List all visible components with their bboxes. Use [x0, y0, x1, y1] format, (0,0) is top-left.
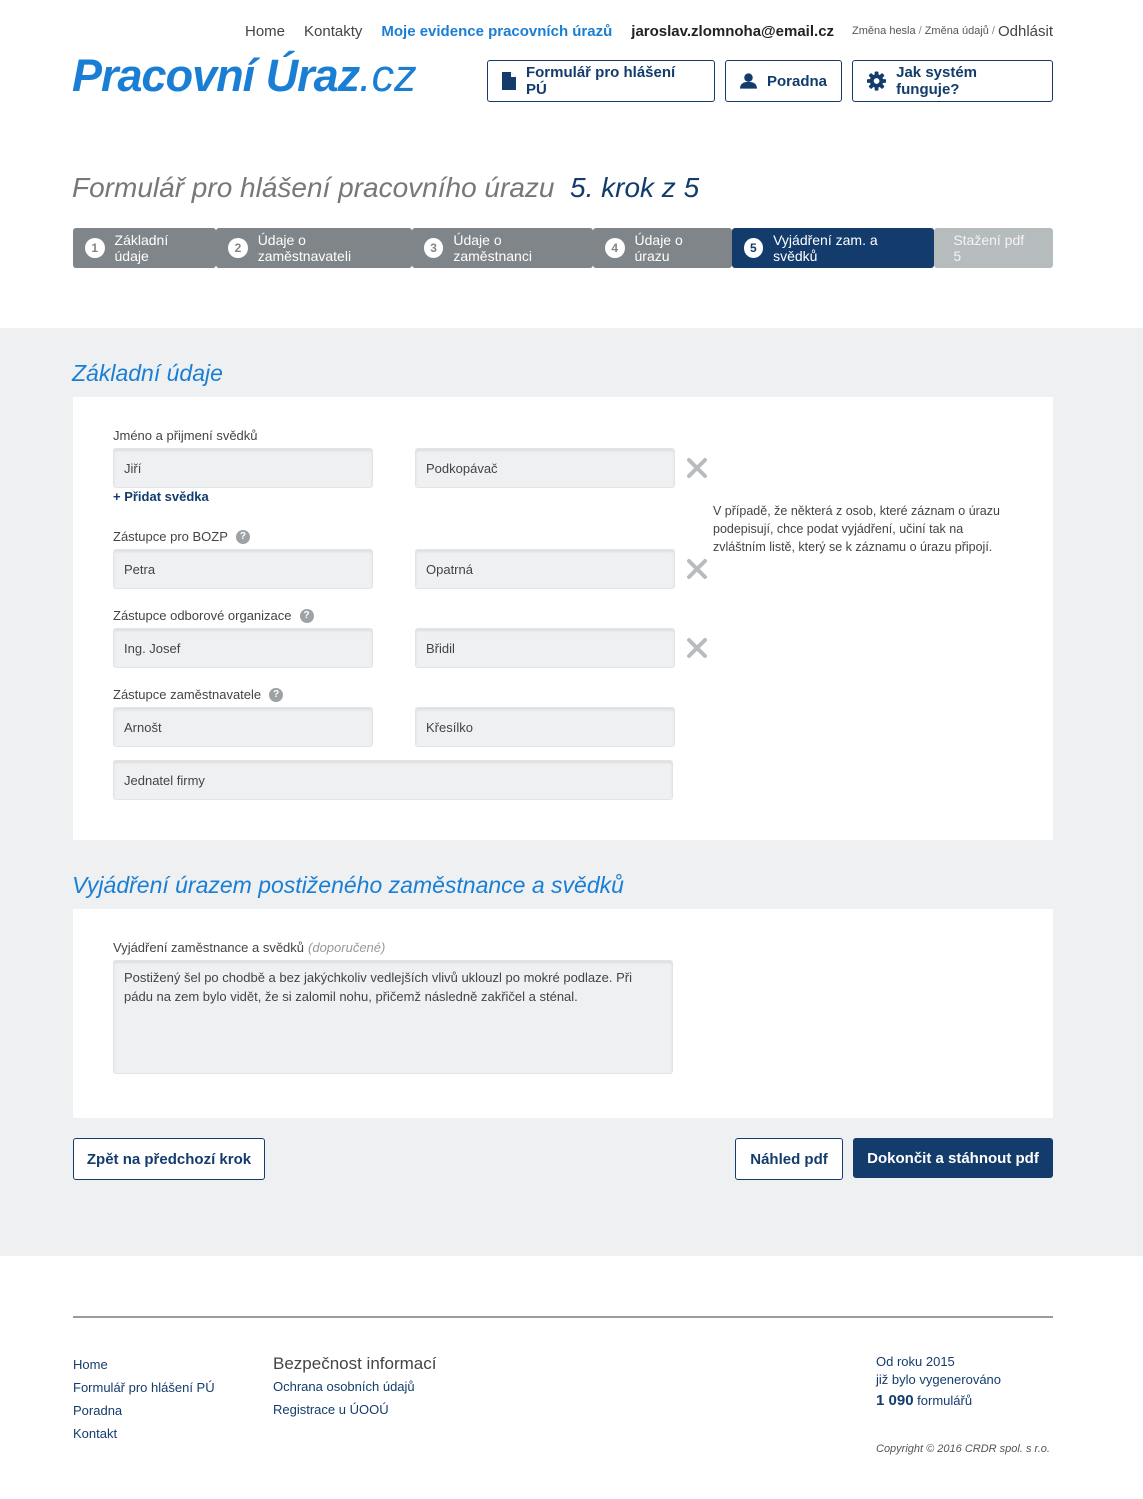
user-email: jaroslav.zlomnoha@email.cz — [631, 22, 835, 40]
footer-security-title: Bezpečnost informací — [273, 1354, 437, 1373]
page-title: Formulář pro hlášení pracovního úrazu — [72, 172, 555, 203]
basic-section-title: Základní údaje — [72, 360, 223, 386]
help-icon[interactable]: ? — [300, 609, 314, 623]
user-icon — [740, 72, 757, 90]
document-icon — [502, 72, 516, 90]
step-label: Údaje o úrazu — [634, 232, 683, 264]
stats-count-unit: formulářů — [917, 1393, 973, 1408]
footer-link-home[interactable]: Home — [73, 1357, 108, 1372]
step-3-tab[interactable] — [412, 228, 593, 268]
finish-download-button[interactable]: Dokončit a stáhnout pdf — [853, 1138, 1053, 1178]
footer-link-advice[interactable]: Poradna — [73, 1403, 123, 1418]
nav-home-link[interactable]: Home — [244, 22, 285, 40]
nav-separator: / — [918, 25, 922, 37]
step-label: Vyjádření zam. a svědků — [773, 232, 878, 264]
union-first-name-input[interactable]: Ing. Josef — [113, 628, 373, 668]
step-number: 1 — [85, 238, 105, 258]
statement-label — [113, 940, 385, 955]
step-navigation — [73, 228, 1053, 268]
employer-position-input[interactable]: Jednatel firmy — [113, 760, 673, 800]
step-number: 2 — [228, 238, 248, 258]
copyright: Copyright © 2016 CRDR spol. s r.o. — [876, 1443, 1050, 1455]
employer-label — [113, 687, 283, 702]
union-label-text: Zástupce odborové organizace — [113, 608, 292, 623]
report-form-label: Formulář pro hlášení PÚ — [525, 64, 676, 98]
bozp-label — [113, 529, 250, 544]
step-label: Základní údaje — [114, 232, 169, 264]
statement-section-title: Vyjádření úrazem postiženého zaměstnance a svědků — [72, 872, 624, 898]
footer-link-registration[interactable]: Registrace u ÚOOÚ — [273, 1402, 389, 1417]
advice-label: Poradna — [766, 72, 827, 90]
witness-label: Jméno a přijmení svědků — [113, 428, 258, 443]
remove-witness-icon[interactable] — [686, 457, 708, 479]
statement-textarea[interactable]: Postižený šel po chodbě a bez jakýchkoliv vedlejších vlivů uklouzl po mokré podlaze. Při pádu na zem bylo vidět, že si zalomil nohu, přičemž následně zakřičel a sténal. — [113, 960, 673, 1074]
help-icon[interactable]: ? — [269, 688, 283, 702]
change-password-link[interactable]: Změna hesla — [852, 25, 916, 37]
step-4-tab[interactable] — [593, 228, 732, 268]
union-last-name-input[interactable]: Břidil — [415, 628, 675, 668]
preview-pdf-button[interactable]: Náhled pdf — [735, 1138, 843, 1180]
stats-count-line — [876, 1392, 972, 1409]
gear-icon — [867, 71, 886, 91]
how-it-works-button[interactable] — [852, 60, 1053, 102]
witness-first-name-input[interactable]: Jiří — [113, 448, 373, 488]
step-label: Údaje o zaměstnavateli — [257, 232, 352, 264]
step-label: Údaje o zaměstnanci — [453, 232, 532, 264]
witness-last-name-input[interactable]: Podkopávač — [415, 448, 675, 488]
form-area — [0, 328, 1143, 1256]
basic-panel — [73, 397, 1053, 840]
bozp-last-name-input[interactable]: Opatrná — [415, 549, 675, 589]
statement-panel — [73, 909, 1053, 1118]
logo-main: Pracovní Úraz — [72, 50, 360, 101]
step-label: Stažení pdf 5 — [953, 232, 1025, 264]
union-label — [113, 608, 314, 623]
statement-label-hint: (doporučené) — [308, 940, 386, 955]
step-number: 5 — [744, 238, 764, 258]
remove-union-icon[interactable] — [686, 637, 708, 659]
nav-separator: / — [991, 25, 995, 37]
nav-records-link[interactable]: Moje evidence pracovních úrazů — [381, 22, 613, 40]
top-navigation — [226, 20, 1053, 42]
add-witness-link[interactable]: + Přidat svědka — [113, 489, 209, 504]
nav-contacts-link[interactable]: Kontakty — [304, 22, 363, 40]
logo-suffix: .cz — [359, 50, 417, 101]
change-details-link[interactable]: Změna údajů — [924, 25, 989, 37]
stats-generated: již bylo vygenerováno — [876, 1372, 1002, 1387]
logout-link[interactable]: Odhlásit — [997, 22, 1053, 40]
advice-button[interactable] — [725, 60, 842, 102]
site-logo[interactable] — [72, 50, 417, 102]
step-1-tab[interactable] — [73, 228, 216, 268]
back-button[interactable]: Zpět na předchozí krok — [73, 1138, 265, 1180]
footer-link-privacy[interactable]: Ochrana osobních údajů — [273, 1379, 415, 1394]
footer-divider — [73, 1316, 1053, 1318]
stats-count: 1 090 — [876, 1392, 914, 1409]
statement-label-text: Vyjádření zaměstnance a svědků — [113, 940, 305, 955]
remove-bozp-icon[interactable] — [686, 558, 708, 580]
employer-first-name-input[interactable]: Arnošt — [113, 707, 373, 747]
step-5-tab[interactable] — [732, 228, 935, 268]
step-number: 3 — [424, 238, 444, 258]
download-pdf-step-tab — [934, 228, 1053, 268]
step-number: 4 — [605, 238, 625, 258]
footer-link-contact[interactable]: Kontakt — [73, 1426, 118, 1441]
employer-last-name-input[interactable]: Křesílko — [415, 707, 675, 747]
employer-label-text: Zástupce zaměstnavatele — [113, 687, 262, 702]
report-form-button[interactable] — [487, 60, 715, 102]
header-buttons — [487, 60, 1053, 102]
footer-link-form[interactable]: Formulář pro hlášení PÚ — [73, 1380, 215, 1395]
bozp-first-name-input[interactable]: Petra — [113, 549, 373, 589]
bozp-label-text: Zástupce pro BOZP — [113, 529, 228, 544]
signature-note: V případě, že některá z osob, které záznam o úrazu podepisují, chce podat vyjádření, učiní tak na zvláštním listě, který se k záznamu o úrazu připojí. — [713, 504, 1000, 554]
stats-since: Od roku 2015 — [876, 1354, 955, 1369]
step-2-tab[interactable] — [216, 228, 412, 268]
help-icon[interactable]: ? — [236, 530, 250, 544]
how-it-works-label: Jak systém funguje? — [896, 64, 978, 98]
step-indicator: 5. krok z 5 — [570, 172, 700, 203]
